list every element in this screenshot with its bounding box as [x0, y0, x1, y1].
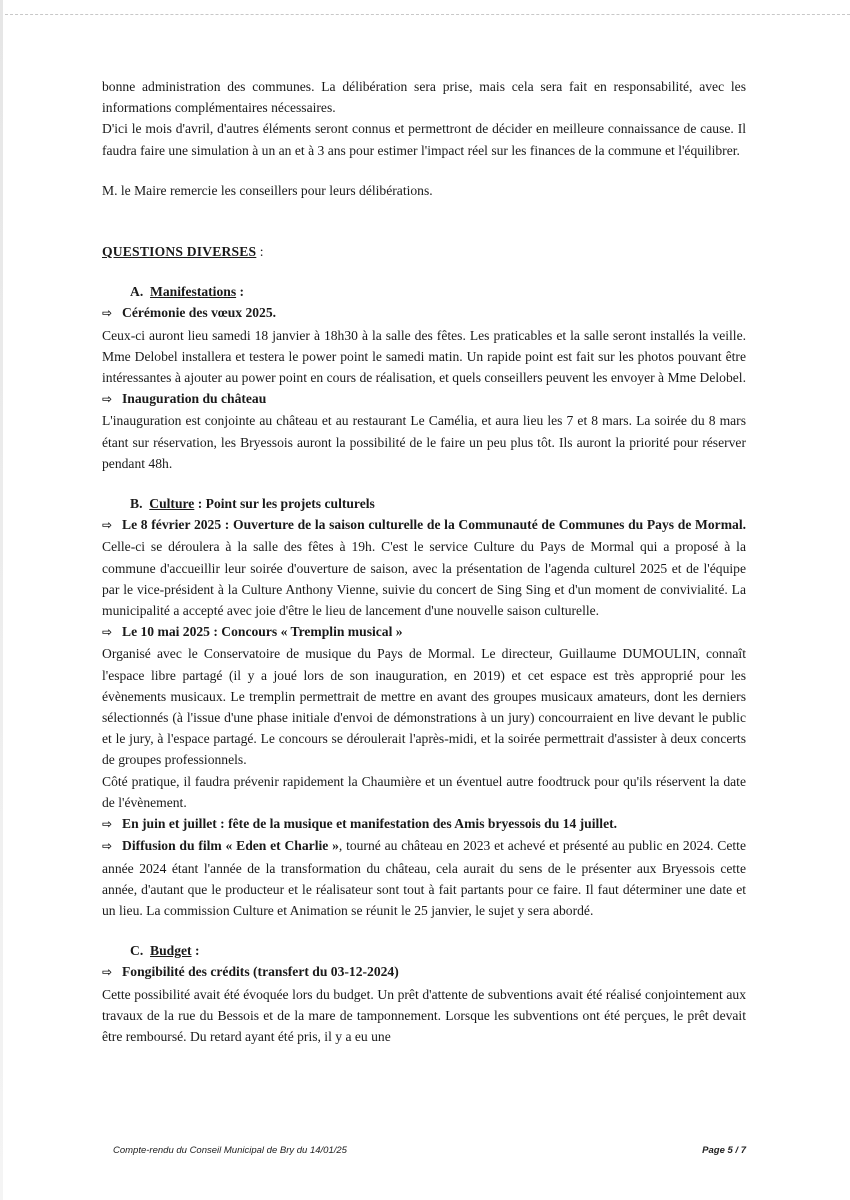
page-footer: [113, 1145, 746, 1156]
item-film-title: Diffusion du film « Eden et Charlie »: [122, 838, 339, 854]
right-arrow-outline-icon: ⇨: [102, 625, 113, 640]
scan-left-edge: [0, 0, 3, 1200]
section-a-heading: [130, 281, 746, 302]
scan-top-edge: [0, 14, 850, 15]
section-c-letter: C.: [130, 943, 144, 959]
section-b-suffix: : Point sur les projets culturels: [194, 496, 375, 512]
right-arrow-outline-icon: ⇨: [102, 306, 113, 321]
questions-heading: [102, 241, 746, 262]
document-page: [102, 76, 746, 1047]
item-film: [102, 835, 746, 921]
section-c-heading: [130, 940, 746, 961]
section-a-title: Manifestations: [150, 284, 237, 300]
item-fongibilite-title: ⇨ Fongibilité des crédits (transfert du 03-12-2024): [102, 961, 746, 983]
item-tremplin-title: ⇨ Le 10 mai 2025 : Concours « Tremplin musical »: [102, 621, 746, 643]
item-saison-text: Celle-ci se déroulera à la salle des fêtes à 19h. C'est le service Culture du Pays de Mormal qui a proposé à la commune d'accueillir leur soirée d'ouverture de saison, avec la présentation de l'agenda culturel 2025 et de l'équipe par le vice-président à la Culture Anthony Vienne, suivie du concert de Sing Sing et d'un moment de convivialité. La municipalité a accepté avec joie d'être le lieu de lancement d'une nouvelle saison culturelle.: [102, 539, 746, 619]
item-chateau-title: ⇨ Inauguration du château: [102, 388, 746, 410]
item-tremplin-text: Organisé avec le Conservatoire de musique du Pays de Mormal. Le directeur, Guillaume DUMOULIN, connaît l'espace libre partagé (il y a joué lors de son inauguration, en 2019) et cet espace est très approprié pour les évènements musicaux. Le tremplin permettrait de mettre en avant des groupes musicaux amateurs, dont les derniers sélectionnés (à l'issue d'une phase initiale d'envoi de démonstrations à un jury) concourraient en live devant le public et le jury, à l'espace partagé. Le concours se déroulerait l'après-midi, et la soirée permettrait d'assister à deux concerts de groupes professionnels.: [102, 646, 746, 768]
right-arrow-outline-icon: ⇨: [102, 392, 113, 407]
footer-page-number: Page 5 / 7: [702, 1145, 746, 1156]
section-a-suffix: :: [236, 284, 245, 300]
item-voeux-text: Ceux-ci auront lieu samedi 18 janvier à 18h30 à la salle des fêtes. Les praticables et la salle seront installés la veille. Mme Delobel installera et testera le power point le samedi matin. Un rapide point est fait sur les photos pouvant être intéressantes à ajouter au power point en cours de réalisation, et quels conseillers peuvent les envoyer à Mme Delobel.: [102, 327, 746, 386]
section-b-title: Culture: [149, 496, 195, 512]
questions-colon: :: [256, 244, 264, 260]
item-saison-culturelle: [102, 514, 746, 621]
section-b-letter: B.: [130, 496, 143, 512]
right-arrow-outline-icon: ⇨: [102, 518, 113, 533]
item-tremplin-text-2: Côté pratique, il faudra prévenir rapidement la Chaumière et un éventuel autre foodtruck pour qu'ils réservent la date de l'évènement.: [102, 773, 746, 810]
item-juin-juillet-title: ⇨ En juin et juillet : fête de la musique et manifestation des Amis bryessois du 14 juillet.: [102, 813, 746, 835]
intro-paragraph-2: D'ici le mois d'avril, d'autres éléments seront connus et permettront de décider en meilleure connaissance de cause. Il faudra faire une simulation à un an et à 3 ans pour estimer l'impact réel sur les finances de la commune et l'équilibrer.: [102, 121, 746, 158]
section-a-letter: A.: [130, 284, 144, 300]
item-film-text: , tourné au château en 2023 et achevé et présenté au public en 2024. Cette année 2024 étant l'année de la transformation du château, cela aurait du sens de le présenter aux Bryessois cette année, d'autant que le producteur et le réalisateur sont tout à fait partants pour ce faire. Il faut déterminer une date et un lieu. La commission Culture et Animation se réunit le 25 janvier, le sujet y sera abordé.: [102, 838, 746, 918]
section-c-suffix: :: [191, 943, 200, 959]
intro-paragraph-1: bonne administration des communes. La délibération sera prise, mais cela sera fait en responsabilité, avec les informations complémentaires nécessaires.: [102, 79, 746, 116]
questions-title: QUESTIONS DIVERSES: [102, 244, 257, 260]
footer-document-title: Compte-rendu du Conseil Municipal de Bry du 14/01/25: [113, 1145, 347, 1156]
item-chateau-text: L'inauguration est conjointe au château et au restaurant Le Camélia, et aura lieu les 7 et 8 mars. La soirée du 8 mars étant sur réservation, les Bryessois auront la possibilité de le faire un peu plus tôt. Ils auront la priorité pour réserver pendant 48h.: [102, 413, 746, 471]
right-arrow-outline-icon: ⇨: [102, 965, 113, 980]
right-arrow-outline-icon: ⇨: [102, 817, 113, 832]
item-fongibilite-text: Cette possibilité avait été évoquée lors du budget. Un prêt d'attente de subventions avait été réalisé conjointement aux travaux de la rue du Bessois et de la mare de tamponnement. Lorsque les subventions ont été perçues, le prêt devait être remboursé. Du retard ayant été pris, il y a eu une: [102, 986, 746, 1044]
section-b-heading: [130, 493, 746, 514]
item-saison-title: Le 8 février 2025 : Ouverture de la saison culturelle de la Communauté de Communes du Pays de Mormal.: [122, 517, 746, 533]
item-voeux-title: ⇨ Cérémonie des vœux 2025.: [102, 302, 746, 324]
section-c-title: Budget: [150, 943, 192, 959]
intro-paragraph-3: M. le Maire remercie les conseillers pour leurs délibérations.: [102, 182, 433, 198]
right-arrow-outline-icon: ⇨: [102, 839, 113, 854]
